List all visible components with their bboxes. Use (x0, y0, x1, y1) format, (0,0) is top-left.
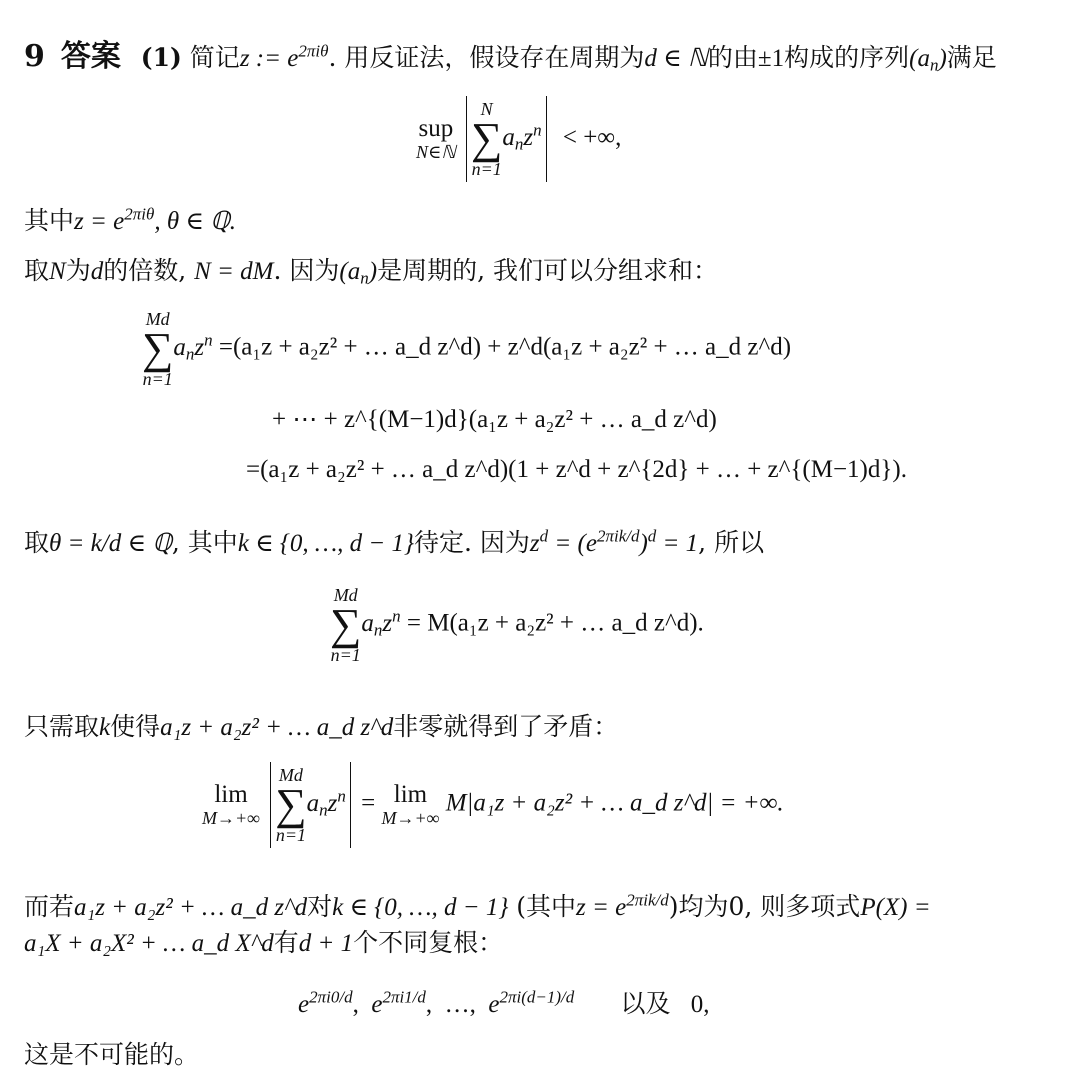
equation-grouped-sum-line1: Md ∑ n=1 $a_nz^n =(a_1z + a_2z^2$ + … a_d z^d) + z^d(a₁z + a₂z² + … a_d z^d) (142, 309, 792, 389)
text: 简记 (189, 43, 240, 72)
math: z := $e^{2\pi i\theta}$ (239, 41, 329, 72)
paragraph-2: 其中$z = e^{2\pi i\theta}$, θ ∈ ℚ. (24, 204, 237, 235)
section-title: 答案 (60, 39, 121, 74)
part-label: (1) (140, 43, 182, 72)
equation-grouped-sum-line2: + ⋯ + z^{(M−1)d}(a₁z + a₂z² + … a_d z^d) (272, 406, 717, 433)
paragraph-6-line1: 而若a₁z + a₂z² + … a_d z^d对k ∈ {0, …, d − 1} (其中$z = e^{2\pi ik/d}$)均为0, 则多项式P(X) = (24, 890, 931, 921)
equation-grouped-sum-line3: =(a₁z + a₂z² + … a_d z^d)(1 + z^d + z^{2d} + … + z^{(M−1)d}). (246, 456, 907, 483)
equation-roots: $e^{2\pi i0/d}$, $e^{2\pi i1/d}$, …, $e^{2\pi i(d-1)/d}$ 以及 0, (298, 987, 710, 1018)
equation-sum-result: Md ∑ n=1 $a_nz^n = M(a_1z + a_2z^2$ + … a_d z^d). (330, 585, 704, 665)
sum-operator: N ∑ n=1 (471, 99, 503, 179)
paragraph-5: 只需取k使得a₁z + a₂z² + … a_d z^d非零就得到了矛盾： (24, 712, 619, 741)
paragraph-3: 取N为d的倍数, N = dM. 因为$(a_n)$是周期的, 我们可以分组求和： (24, 256, 718, 288)
equation-sup: sup N∈ℕ N ∑ n=1 $a_nz^n$ < +∞, (416, 96, 621, 182)
heading-line: 9 答案 (1) 简记z := $e^{2\pi i\theta}$. 用反证法，假设存在周期为d ∈ ℕ的由±1构成的序列$(a_n)$满足 (24, 39, 997, 75)
paragraph-4: 取θ = k/d ∈ ℚ, 其中k ∈ {0, …, d − 1}待定. 因为$z^d = (e^{2\pi ik/d})^d = 1$, 所以 (24, 526, 765, 557)
equation-limit: lim M→+∞ Md ∑ n=1 $a_nz^n$ = lim M→+∞ M|a₁z + a₂z² + … a_d z^d| = +∞. (202, 762, 784, 848)
section-number: 9 (24, 39, 45, 74)
paragraph-7: 这是不可能的。 (24, 1040, 200, 1069)
paragraph-6-line2: a₁X + a₂X² + … a_d X^d有d + 1个不同复根： (24, 928, 504, 957)
